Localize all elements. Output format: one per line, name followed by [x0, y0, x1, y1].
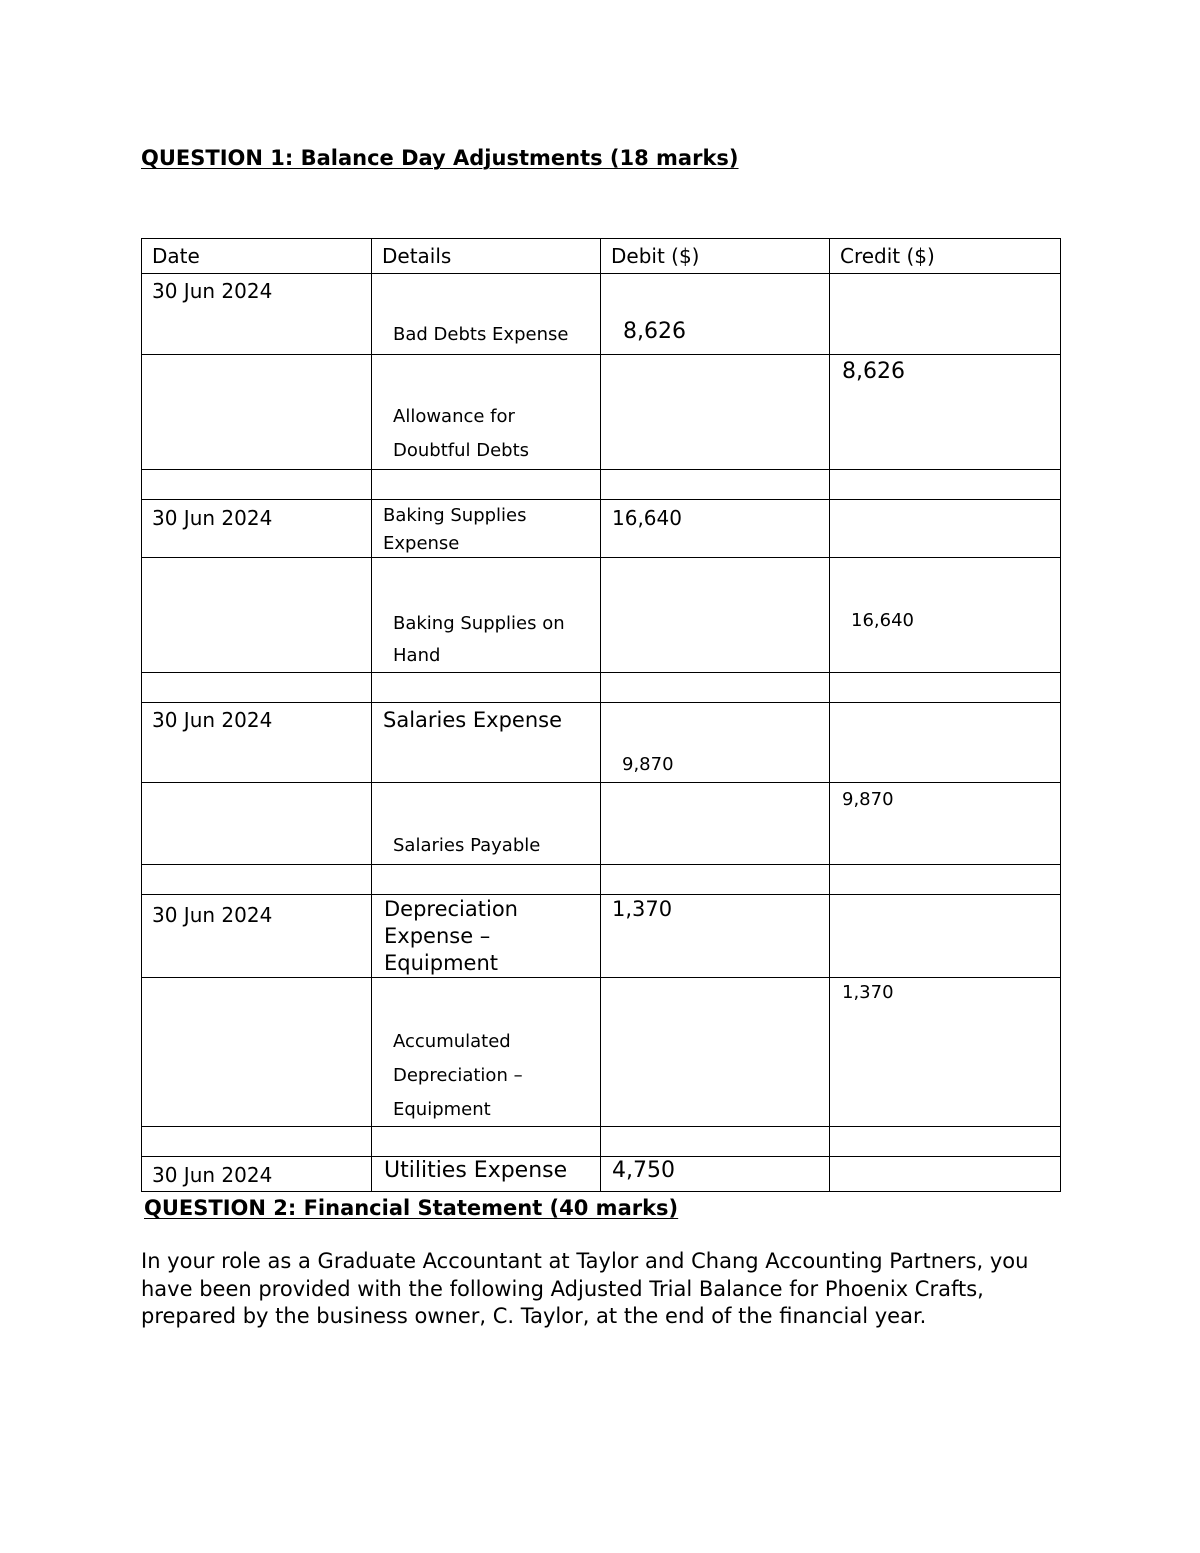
table-cell — [601, 558, 830, 673]
table-cell — [830, 500, 1061, 558]
credit-account: Salaries Payable — [393, 835, 541, 856]
table-cell — [142, 783, 372, 865]
table-cell — [830, 558, 1061, 673]
credit-account: Accumulated Depreciation – Equipment — [393, 1031, 523, 1120]
debit-amount: 9,870 — [622, 754, 674, 775]
table-cell — [601, 783, 830, 865]
table-cell — [372, 558, 601, 673]
header-cell — [830, 239, 1061, 274]
table-cell — [142, 274, 372, 355]
table-cell — [830, 783, 1061, 865]
table-row — [142, 783, 1061, 865]
table-row — [142, 355, 1061, 470]
table-cell — [142, 1157, 372, 1192]
table-cell — [830, 703, 1061, 783]
credit-account: Allowance for Doubtful Debts — [393, 406, 530, 461]
table-cell — [601, 978, 830, 1127]
debit-header: Debit ($) — [611, 244, 700, 268]
credit-amount: 8,626 — [842, 359, 905, 384]
table-row — [142, 703, 1061, 783]
debit-amount: 1,370 — [612, 897, 673, 921]
table-row — [142, 895, 1061, 978]
details-header: Details — [382, 244, 452, 268]
table-cell — [601, 500, 830, 558]
table-cell — [372, 703, 601, 783]
table-cell — [830, 274, 1061, 355]
debit-account: Baking Supplies Expense — [383, 505, 527, 554]
table-cell — [142, 703, 372, 783]
table-cell — [372, 1157, 601, 1192]
table-cell — [830, 895, 1061, 978]
table-cell — [142, 558, 372, 673]
table-cell — [372, 355, 601, 470]
table-cell — [372, 274, 601, 355]
table-cell — [830, 1157, 1061, 1192]
table-cell — [830, 355, 1061, 470]
table-cell — [601, 1157, 830, 1192]
date-header: Date — [152, 244, 200, 268]
table-cell — [601, 274, 830, 355]
credit-account: Baking Supplies on Hand — [393, 613, 565, 666]
table-cell — [142, 978, 372, 1127]
spacer-row — [142, 673, 1061, 703]
table-header-row — [142, 239, 1061, 274]
entry-date: 30 Jun 2024 — [152, 903, 273, 927]
credit-amount: 9,870 — [842, 789, 894, 810]
table-row — [142, 1157, 1061, 1192]
table-row — [142, 500, 1061, 558]
table-cell — [142, 500, 372, 558]
journal-table — [141, 238, 1061, 1192]
entry-date: 30 Jun 2024 — [152, 506, 273, 530]
debit-amount: 16,640 — [612, 506, 682, 530]
table-row — [142, 558, 1061, 673]
spacer-row — [142, 470, 1061, 500]
table-cell — [142, 895, 372, 978]
table-cell — [830, 978, 1061, 1127]
table-row — [142, 978, 1061, 1127]
table-row — [142, 274, 1061, 355]
table-cell — [601, 895, 830, 978]
question-2-title: QUESTION 2: Financial Statement (40 marks) — [144, 1196, 679, 1220]
table-cell — [372, 500, 601, 558]
entry-date: 30 Jun 2024 — [152, 708, 273, 732]
table-cell — [372, 895, 601, 978]
table-cell — [601, 703, 830, 783]
entry-date: 30 Jun 2024 — [152, 279, 273, 303]
debit-amount: 8,626 — [623, 319, 686, 344]
spacer-row — [142, 1127, 1061, 1157]
credit-amount: 1,370 — [842, 982, 894, 1003]
question-2-paragraph: In your role as a Graduate Accountant at Taylor and Chang Accounting Partners, you have been provided with the following Adjusted Trial Balance for Phoenix Crafts, prepared by the business owner, C. Taylor, at the end of the financial year. — [141, 1249, 1029, 1328]
credit-amount: 16,640 — [851, 610, 914, 631]
header-cell — [372, 239, 601, 274]
spacer-row — [142, 865, 1061, 895]
debit-account: Salaries Expense — [383, 708, 563, 732]
header-cell — [142, 239, 372, 274]
debit-amount: 4,750 — [612, 1158, 675, 1183]
credit-header: Credit ($) — [840, 244, 935, 268]
header-cell — [601, 239, 830, 274]
question-1-title: QUESTION 1: Balance Day Adjustments (18 marks) — [141, 146, 739, 170]
table-cell — [142, 355, 372, 470]
table-cell — [601, 355, 830, 470]
entry-date: 30 Jun 2024 — [152, 1163, 273, 1187]
table-cell — [372, 783, 601, 865]
debit-account: Utilities Expense — [384, 1158, 568, 1183]
debit-account: Depreciation Expense – Equipment — [384, 897, 518, 975]
debit-account: Bad Debts Expense — [393, 324, 569, 345]
table-cell — [372, 978, 601, 1127]
